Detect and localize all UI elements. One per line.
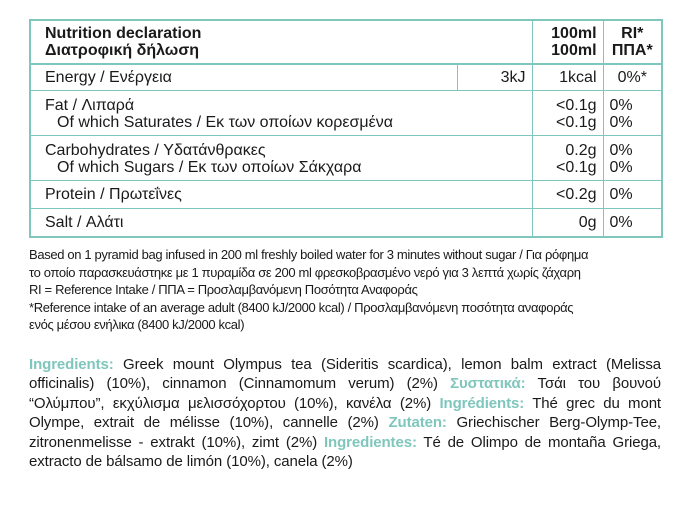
ingredients-text-fr: Thé grec du mont Olympe, extrait de mélisse (10%), cannelle (2%)	[29, 394, 662, 431]
fat-saturates-value: <0.1g	[556, 114, 597, 131]
energy-label: Energy / Ενέργεια	[30, 64, 457, 91]
protein-label: Protein / Πρωτεΐνες	[30, 181, 532, 209]
ingredients-label-gr: Συστατικά:	[450, 375, 526, 392]
ingredients-text-de: Griechischer Berg-Olymp-Tee, zitronenmelisse - extrakt (10%), zimt (2%)	[29, 414, 662, 451]
footnote-line: ενός μέσου ενήλικα (8400 kJ/2000 kcal)	[29, 317, 245, 332]
footnote-line: Based on 1 pyramid bag infused in 200 ml freshly boiled water for 3 minutes without sugar / Για ρόφημα	[29, 247, 589, 262]
table-row-salt	[30, 209, 662, 238]
footnote-line: RI = Reference Intake / ΠΠΑ = Προσλαμβανόμενη Ποσότητα Αναφοράς	[29, 282, 418, 297]
protein-ri: 0%	[603, 181, 662, 209]
header-ri-cell	[603, 20, 662, 64]
header-title-gr: Διατροφική δήλωση	[45, 42, 200, 59]
carbs-ri-cell	[603, 136, 662, 181]
table-row-protein	[30, 181, 662, 209]
footnote-line: το οποίο παρασκευάστηκε με 1 πυραμίδα σε 200 ml φρεσκοβρασμένο νερό για 3 λεπτά χωρίς ζάχαρη	[29, 264, 581, 280]
carbs-ri: 0%	[609, 142, 633, 159]
ingredients-text-es: Té de Olimpo de montaña Griega, extracto de bálsamo de limón (10%), canela (2%)	[29, 433, 661, 470]
energy-ri: 0%*	[603, 64, 662, 91]
salt-ri: 0%	[603, 209, 662, 238]
footnotes	[29, 246, 661, 334]
header-ri-1: RI*	[621, 25, 644, 42]
carbs-value-cell	[532, 136, 603, 181]
table-row-fat	[30, 91, 662, 136]
carbs-sugars-label: Of which Sugars / Εκ των οποίων Σάκχαρα	[57, 159, 362, 176]
table-row-carbohydrates	[30, 136, 662, 181]
ingredients-block	[29, 355, 661, 472]
ingredients-text-gr: Τσάι του βουνού “Ολύμπου”, εκχύλισμα μελισσόχορτου (10%), κανέλα (2%)	[29, 375, 661, 412]
header-label-cell	[30, 20, 532, 64]
fat-saturates-label: Of which Saturates / Εκ των οποίων κορεσμένα	[57, 114, 393, 131]
nutrition-label	[29, 19, 661, 472]
header-100ml-1: 100ml	[551, 25, 597, 42]
energy-kj: 3kJ	[457, 64, 532, 91]
carbs-value: 0.2g	[565, 142, 597, 159]
ingredients-label-de: Zutaten:	[388, 414, 447, 431]
header-ri-2: ΠΠΑ*	[611, 42, 653, 59]
header-title-en: Nutrition declaration	[45, 25, 202, 42]
salt-label: Salt / Αλάτι	[30, 209, 532, 238]
fat-saturates-ri: 0%	[609, 114, 633, 131]
ingredients-text-en: Greek mount Olympus tea (Sideritis scardica), lemon balm extract (Melissa officinalis) (10%), cinnamon (Cinnamomum verum) (2%)	[29, 355, 661, 392]
carbs-label: Carbohydrates / Υδατάνθρακες	[45, 142, 266, 159]
carbs-sugars-value: <0.1g	[556, 159, 597, 176]
table-header-row	[30, 20, 662, 64]
salt-value: 0g	[532, 209, 603, 238]
fat-value: <0.1g	[556, 97, 597, 114]
fat-value-cell	[532, 91, 603, 136]
fat-ri-cell	[603, 91, 662, 136]
energy-kcal: 1kcal	[532, 64, 603, 91]
fat-ri: 0%	[609, 97, 633, 114]
fat-label: Fat / Λιπαρά	[45, 97, 135, 114]
fat-label-cell	[30, 91, 532, 136]
ingredients-label-es: Ingredientes:	[323, 433, 417, 451]
carbs-label-cell	[30, 136, 532, 181]
footnote-line: *Reference intake of an average adult (8400 kJ/2000 kcal) / Προσλαμβανόμενη ποσότητα αναφοράς	[29, 299, 574, 315]
ingredients-label-en: Ingredients:	[29, 355, 114, 373]
table-row-energy	[30, 64, 662, 91]
protein-value: <0.2g	[532, 181, 603, 209]
carbs-sugars-ri: 0%	[609, 159, 633, 176]
header-100ml-cell	[532, 20, 603, 64]
header-100ml-2: 100ml	[551, 42, 597, 59]
nutrition-table	[29, 19, 663, 238]
ingredients-label-fr: Ingrédients:	[439, 394, 525, 412]
